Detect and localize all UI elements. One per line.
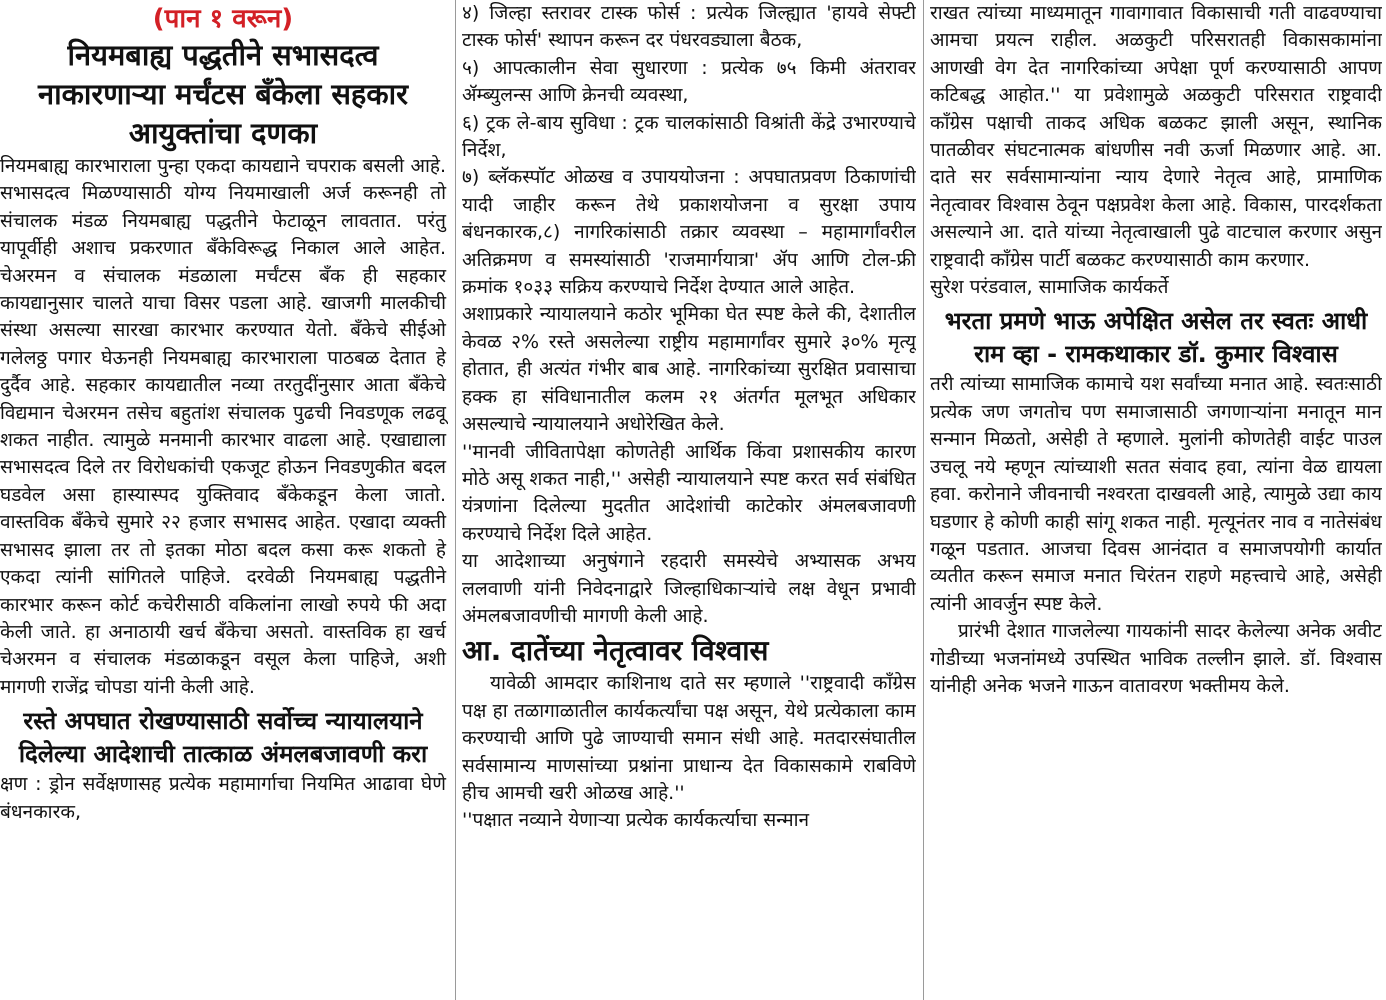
party-entry-continuation: राखत त्यांच्या माध्यमातून गावागावात विकासाची गती वाढवण्याचा आमचा प्रयत्न राहील. अळकुटी परिसरातही विकासकामांना आणखी वेग देत नागरिकांच्या अपेक्षा पूर्ण करण्यासाठी आपण कटिबद्ध आहोत.'' या प्रवेशामुळे अळकुटी परिसरात राष्ट्रवादी काँग्रेस पक्षाची ताकद अधिक बळकट झाली असून, स्थानिक पातळीवर संघटनात्मक बांधणीस नवी ऊर्जा मिळणार आहे. आ. दाते सर सर्वसामान्यांना न्याय देणारे नेतृत्व आहे, प्रामाणिक नेतृत्वावर विश्वास ठेवून पक्षप्रवेश केला आहे. विकास, पारदर्शकता असल्याने आ. दाते यांच्या नेतृत्वाखाली पुढे वाटचाल करणार असुन राष्ट्रवादी काँग्रेस पार्टी बळकट करण्यासाठी काम करणार.	[930, 2, 1382, 271]
point-4-task-force: ४) जिल्हा स्तरावर टास्क फोर्स : प्रत्येक जिल्ह्यात 'हायवे सेफ्टी टास्क फोर्स' स्थापन करून दर पंधरवड्याला बैठक,	[462, 2, 916, 52]
column-right	[930, 0, 1382, 1000]
column-divider	[455, 0, 456, 1000]
article-merchants-bank-body: नियमबाह्य कारभाराला पुन्हा एकदा कायद्याने चपराक बसली आहे. सभासदत्व मिळण्यासाठी योग्य नियमाखाली अर्ज करूनही तो संचालक मंडळ नियमबाह्य पद्धतीने फेटाळून लावतात. परंतु यापूर्वीही अशाच प्रकरणात बँकेविरूद्ध निकाल आले आहेत. चेअरमन व संचालक मंडळाला मर्चंटस बँक ही सहकार कायद्यानुसार चालते याचा विसर पडला आहे. खाजगी मालकीची संस्था असल्या सारखा कारभार करण्यात येतो. बँकेचे सीईओ गलेलठ्ठ पगार घेऊनही नियमबाह्य कारभाराला पाठबळ देतात हे दुर्दैव आहे. सहकार कायद्यातील नव्या तरतुदींनुसार आता बँकेचे विद्यमान चेअरमन तसेच बहुतांश संचालक पुढची निवडणूक लढवू शकत नाहीत. त्यामुळे मनमानी कारभार वाढला आहे. एखाद्याला सभासदत्व दिले तर विरोधकांची एकजूट होऊन निवडणुकीत बदल घडवेल असा हास्यास्पद युक्तिवाद बँकेकडून केला जातो. वास्तविक बँकेचे सुमारे २२ हजार सभासद आहेत. एखादा व्यक्ती सभासद झाला तर तो इतका मोठा बदल कसा करू शकतो हे एकदा त्यांनी सांगितले पाहिजे. दरवेळी नियमबाह्य पद्धतीने कारभार करून कोर्ट कचेरीसाठी वकिलांना लाखो रुपये फी अदा केली जाते. हा अनाठायी खर्च बँकेचा असतो. वास्तविक हा खर्च चेअरमन व संचालक मंडळाकडून वसूल केला पाहिजे, अशी मागणी राजेंद्र चोपडा यांनी केली आहे.	[0, 155, 446, 698]
point-6-truck-lay-by: ६) ट्रक ले-बाय सुविधा : ट्रक चालकांसाठी विश्रांती केंद्रे उभारण्याचे निर्देश,	[462, 111, 916, 162]
article-kumar-vishwas-body: तरी त्यांच्या सामाजिक कामाचे यश सर्वांच्या मनात आहे. स्वतःसाठी प्रत्येक जण जगतोच पण समाजासाठी जगणाऱ्यांना मनातून मान सन्मान मिळतो, असेही ते म्हणाले. मुलांनी कोणतेही वाईट पाउल उचलू नये म्हणून त्यांच्याशी सतत संवाद हवा, त्यांना वेळ द्यायला हवा. करोनाने जीवनाची नश्वरता दाखवली आहे, त्यामुळे उद्या काय घडणार हे कोणी काही सांगू शकत नाही. मृत्यूनंतर नाव व नातेसंबंध गळून पडतात. आजचा दिवस आनंदात व समाजपयोगी कार्यात व्यतीत करून समाज मनात चिरंतन राहणे महत्त्वाचे आहे, असेही त्यांनी आवर्जुन स्पष्ट केले.	[930, 373, 1382, 615]
article-road-accidents-body: क्षण : ड्रोन सर्वेक्षणासह प्रत्येक महामार्गाचा नियमित आढावा घेणे बंधनकारक,	[0, 773, 446, 823]
point-7-8-blackspots-complaints: ७) ब्लॅकस्पॉट ओळख व उपाययोजना : अपघातप्रवण ठिकाणांची यादी जाहीर करून तेथे प्रकाशयोजना व सुरक्षा उपाय बंधनकारक,८) नागरिकांसाठी तक्रार व्यवस्था – महामार्गांवरील अतिक्रमण व समस्यांसाठी 'राजमार्गयात्रा' ॲप आणि टोल-फ्री क्रमांक १०३३ सक्रिय करण्याचे निर्देश देण्यात आले आहेत.	[462, 166, 916, 299]
column-middle	[462, 0, 916, 1000]
court-observation-paragraph: अशाप्रकारे न्यायालयाने कठोर भूमिका घेत स्पष्ट केले की, देशातील केवळ २% रस्ते असलेल्या राष्ट्रीय महामार्गांवर सुमारे ३०% मृत्यू होतात, ही अत्यंत गंभीर बाब आहे. नागरिकांच्या सुरक्षित प्रवासाचा हक्क हा संविधानातील कलम २१ अंतर्गत मूलभूत अधिकार असल्याचे न्यायालयाने अधोरेखित केले.	[462, 303, 916, 436]
bhajan-paragraph: प्रारंभी देशात गाजलेल्या गायकांनी सादर केलेल्या अनेक अवीट गोडीच्या भजनांमध्ये उपस्थित भाविक तल्लीन झाले. डॉ. विश्वास यांनीही अनेक भजने गाऊन वातावरण भक्तीमय केले.	[930, 620, 1382, 697]
quote-author-line: सुरेश परंडवाल, सामाजिक कार्यकर्ते	[930, 276, 1169, 299]
column-left	[0, 0, 448, 1000]
column-divider	[923, 0, 924, 1000]
headline-kumar-vishwas: भरता प्रमणे भाऊ अपेक्षित असेल तर स्वतः आधी राम व्हा - रामकथाकार डॉ. कुमार विश्वास	[944, 307, 1368, 369]
continued-from-page-1-label: (पान १ वरून)	[152, 4, 294, 34]
mla-date-quote-paragraph: यावेळी आमदार काशिनाथ दाते सर म्हणाले ''राष्ट्रवादी काँग्रेस पक्ष हा तळागाळातील कार्यकर्त्यांचा पक्ष असून, येथे प्रत्येकाला काम करण्याची आणि पुढे जाण्याची समान संधी आहे. मतदारसंघातील सर्वसामान्य माणसांच्या प्रश्नांना प्राधान्य देत विकासकामे राबविणे हीच आमची खरी ओळख आहे.''	[462, 672, 916, 804]
headline-road-accidents: रस्ते अपघात रोखण्यासाठी सर्वोच्च न्यायालयाने दिलेल्या आदेशाची तात्काळ अंमलबजावणी करा	[18, 707, 428, 769]
point-5-emergency-services: ५) आपत्कालीन सेवा सुधारणा : प्रत्येक ७५ किमी अंतरावर ॲम्ब्युलन्स आणि क्रेनची व्यवस्था,	[462, 56, 916, 107]
lalwani-demand-paragraph: या आदेशाच्या अनुषंगाने रहदारी समस्येचे अभ्यासक अभय ललवाणी यांनी निवेदनाद्वारे जिल्हाधिकाऱ्यांचे लक्ष वेधून प्रभावी अंमलबजावणीची मागणी केली आहे.	[462, 550, 916, 627]
headline-merchants-bank: नियमबाह्य पद्धतीने सभासदत्व नाकारणाऱ्या मर्चंटस बँकेला सहकार आयुक्तांचा दणका	[38, 38, 408, 150]
subheading-trust-in-leadership: आ. दातेंच्या नेतृत्वावर विश्वास	[462, 634, 769, 668]
party-newcomers-quote: ''पक्षात नव्याने येणाऱ्या प्रत्येक कार्यकर्त्याचा सन्मान	[462, 809, 810, 832]
court-quote-paragraph: ''मानवी जीवितापेक्षा कोणतेही आर्थिक किंवा प्रशासकीय कारण मोठे असू शकत नाही,'' असेही न्यायालयाने स्पष्ट करत सर्व संबंधित यंत्रणांना दिलेल्या मुदतीत आदेशांची काटेकोर अंमलबजावणी करण्याचे निर्देश दिले आहेत.	[462, 440, 916, 545]
